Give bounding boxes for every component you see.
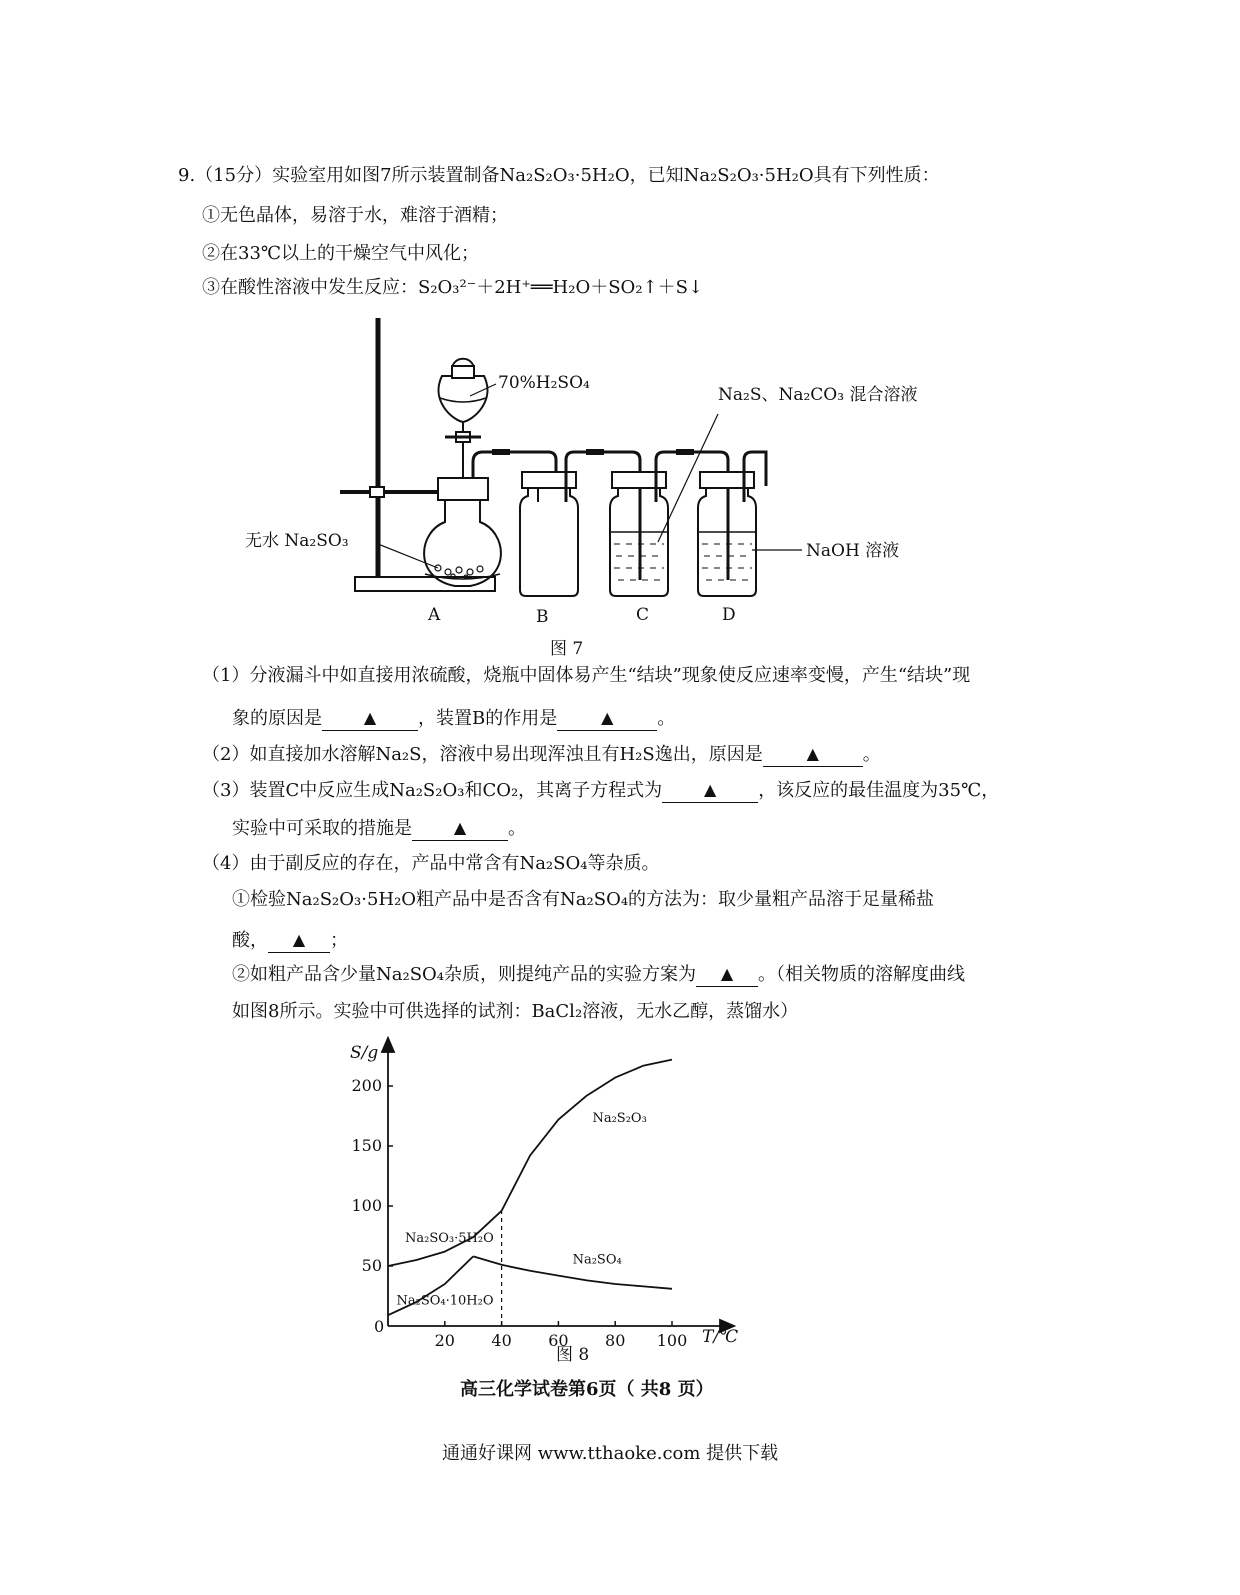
series-line (502, 1060, 672, 1211)
x-tick-label: 100 (656, 1331, 688, 1350)
q4-1-line-b (232, 928, 348, 953)
blank-marker: ▲ (292, 930, 306, 949)
property-1: ①无色晶体，易溶于水，难溶于酒精； (202, 205, 508, 226)
series-label: Na₂S₂O₃ (592, 1111, 647, 1126)
apparatus-label-d: D (722, 605, 736, 625)
q4-1-text-2: ； (330, 930, 348, 951)
x-tick-label: 80 (605, 1331, 626, 1350)
answer-blank-q2[interactable] (763, 742, 863, 767)
label-naoh: NaOH 溶液 (806, 541, 900, 561)
q2-text-1: （2）如直接加水溶解Na₂S，溶液中易出现浑浊且有H₂S逸出，原因是 (202, 744, 763, 765)
y-tick-label: 50 (361, 1256, 382, 1275)
q2-text-2: 。 (862, 744, 881, 765)
q4-intro: （4）由于副反应的存在，产品中常含有Na₂SO₄等杂质。 (202, 853, 660, 874)
apparatus-label-b: B (536, 607, 549, 627)
blank-marker: ▲ (720, 964, 734, 983)
q4-2-text-2: 。（相关物质的溶解度曲线 (758, 964, 965, 985)
answer-blank-q1b[interactable] (557, 706, 657, 731)
q3-text-1: （3）装置C中反应生成Na₂S₂O₃和CO₂，其离子方程式为 (202, 780, 663, 801)
series-label: Na₂SO₄·10H₂O (396, 1293, 494, 1309)
q4-2-line-a (232, 962, 965, 987)
q4-2-line-b: 如图8所示。实验中可供选择的试剂：BaCl₂溶液，无水乙醇，蒸馏水） (232, 1001, 799, 1022)
q3-text-4: 。 (508, 818, 526, 839)
q4-2-text-1: ②如粗产品含少量Na₂SO₄杂质，则提纯产品的实验方案为 (232, 964, 696, 985)
answer-blank-q4-2[interactable] (696, 962, 758, 987)
blank-marker: ▲ (453, 818, 467, 837)
answer-blank-q3b[interactable] (412, 816, 508, 841)
answer-blank-q4-1[interactable] (268, 928, 330, 953)
q1-text-2: ，装置B的作用是 (418, 708, 558, 729)
answer-blank-q1a[interactable] (322, 706, 418, 731)
figure-8-caption: 图 8 (556, 1345, 590, 1365)
q3-text-3: 实验中可采取的措施是 (232, 818, 412, 839)
q2-line (202, 742, 881, 767)
apparatus-label-a: A (428, 605, 441, 625)
q1-text-1: 象的原因是 (232, 708, 322, 729)
series-label: Na₂SO₄ (572, 1252, 622, 1268)
x-tick-label: 40 (491, 1331, 512, 1350)
q3-line-b (232, 816, 526, 841)
answer-blank-q3a[interactable] (662, 778, 758, 803)
figure-7-apparatus (230, 310, 950, 670)
x-axis-label: T/℃ (702, 1327, 739, 1347)
q4-1-text-1: 酸， (232, 930, 268, 951)
blank-marker: ▲ (704, 780, 717, 799)
y-axis-arrow (382, 1038, 394, 1052)
question-intro: 9.（15分）实验室用如图7所示装置制备Na₂S₂O₃·5H₂O，已知Na₂S₂O₃·5H₂O具有下列性质： (178, 165, 940, 186)
property-2: ②在33℃以上的干燥空气中风化； (202, 243, 480, 264)
q4-1-line-a: ①检验Na₂S₂O₃·5H₂O粗产品中是否含有Na₂SO₄的方法为：取少量粗产品溶于足量稀盐 (232, 889, 935, 910)
label-mixture: Na₂S、Na₂CO₃ 混合溶液 (718, 385, 918, 405)
origin-label: 0 (374, 1317, 385, 1336)
x-tick-label: 60 (548, 1331, 569, 1350)
series-label: Na₂SO₃·5H₂O (405, 1231, 494, 1246)
x-tick-label: 20 (434, 1331, 455, 1350)
blank-marker: ▲ (601, 708, 614, 727)
label-acid: 70%H₂SO₄ (498, 373, 590, 393)
y-tick-label: 150 (351, 1136, 382, 1155)
q1-text-3: 。 (657, 708, 676, 729)
y-tick-label: 200 (351, 1076, 382, 1095)
page-number: 高三化学试卷第6页（ 共8 页） (460, 1379, 714, 1400)
figure-8-solubility-chart (330, 1030, 770, 1370)
q1-line-b (232, 706, 675, 731)
blank-marker: ▲ (363, 708, 377, 727)
apparatus-label-c: C (636, 605, 650, 625)
q3-text-2: ，该反应的最佳温度为35℃， (758, 780, 1000, 801)
figure-7-caption: 图 7 (550, 639, 584, 659)
q3-line-a (202, 778, 999, 803)
y-axis-label: S/g (350, 1043, 379, 1063)
label-sulfite: 无水 Na₂SO₃ (245, 531, 349, 551)
y-tick-label: 100 (351, 1196, 382, 1215)
q1-line-a: （1）分液漏斗中如直接用浓硫酸，烧瓶中固体易产生“结块”现象使反应速率变慢，产生“结块”现 (202, 665, 971, 686)
property-3: ③在酸性溶液中发生反应：S₂O₃²⁻＋2H⁺══H₂O＋SO₂↑＋S↓ (202, 277, 704, 298)
blank-marker: ▲ (806, 744, 819, 763)
source-credit: 通通好课网 www.tthaoke.com 提供下载 (442, 1443, 779, 1464)
